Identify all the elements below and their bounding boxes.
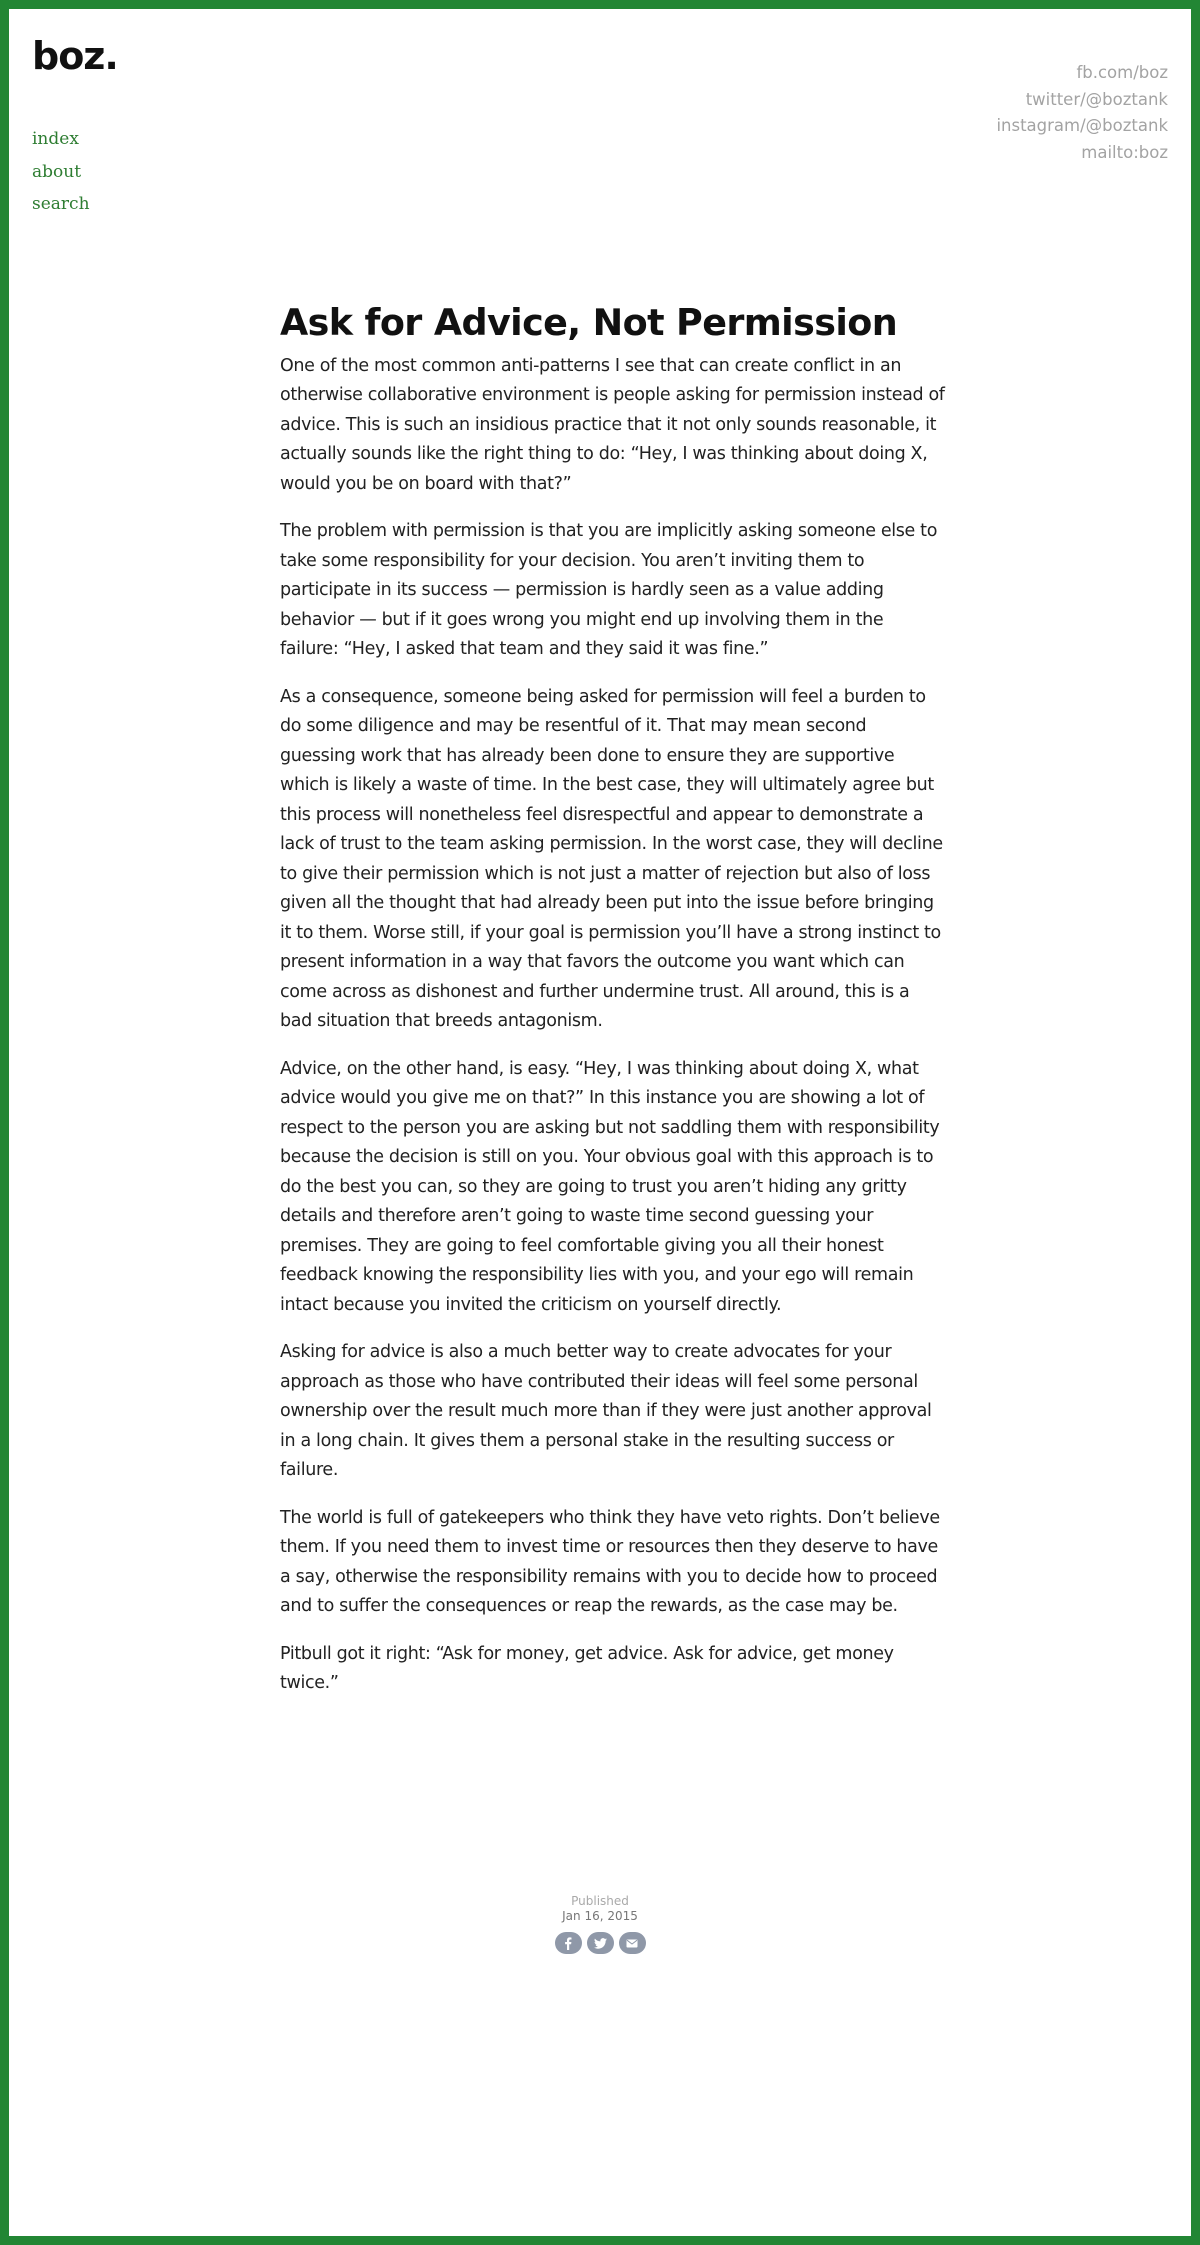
- nav-link-search[interactable]: search: [32, 194, 90, 214]
- facebook-share-button[interactable]: [555, 1932, 582, 1954]
- nav-link-index[interactable]: index: [32, 129, 79, 149]
- article-paragraph: One of the most common anti-patterns I see that can create conflict in an otherwise collaborative environment is people asking for permission instead of advice. This is such an insidious practice that it not only sounds reasonable, it actually sounds like the right thing to do: “Hey, I was thinking about doing X, would you be on board with that?”: [280, 355, 945, 494]
- published-date: Jan 16, 2015: [562, 1909, 638, 1923]
- site-logo[interactable]: boz.: [32, 34, 118, 78]
- article: [280, 301, 945, 1717]
- article-title: Ask for Advice, Not Permission: [280, 301, 898, 344]
- article-paragraph: Pitbull got it right: “Ask for money, get advice. Ask for advice, get money twice.”: [280, 1643, 894, 1694]
- twitter-icon: [594, 1938, 607, 1949]
- email-icon: [626, 1939, 638, 1948]
- social-link-mail[interactable]: mailto:boz: [1081, 142, 1168, 162]
- article-paragraph: The problem with permission is that you are implicitly asking someone else to take some responsibility for your decision. You aren’t inviting them to participate in its success — permission is hardly seen as a value adding behavior — but if it goes wrong you might end up involving them in the failure: “Hey, I asked that team and they said it was fine.”: [280, 521, 938, 660]
- article-paragraph: Asking for advice is also a much better way to create advocates for your approach as those who have contributed their ideas will feel some personal ownership over the result much more than if they were just another approval in a long chain. It gives them a personal stake in the resulting success or failure.: [280, 1342, 932, 1481]
- facebook-icon: [564, 1937, 572, 1950]
- social-link-instagram[interactable]: instagram/@boztank: [996, 116, 1168, 135]
- main-nav: [32, 123, 90, 221]
- twitter-share-button[interactable]: [587, 1932, 614, 1954]
- email-share-button[interactable]: [619, 1932, 646, 1954]
- published-label: Published: [571, 1894, 629, 1908]
- article-paragraph: As a consequence, someone being asked for permission will feel a burden to do some diligence and may be resentful of it. That may mean second guessing work that has already been done to ensure they are supportive which is likely a waste of time. In the best case, they will ultimately agree but this process will nonetheless feel disrespectful and appear to demonstrate a lack of trust to the team asking permission. In the worst case, they will decline to give their permission which is not just a matter of rejection but also of loss given all the thought that had already been put into the issue before bringing it to them. Worse still, if your goal is permission you’ll have a strong instinct to present information in a way that favors the outcome you want which can come across as dishonest and further undermine trust. All around, this is a bad situation that breeds antagonism.: [280, 686, 943, 1032]
- article-paragraph: Advice, on the other hand, is easy. “Hey, I was thinking about doing X, what advice would you give me on that?” In this instance you are showing a lot of respect to the person you are asking but not saddling them with responsibility because the decision is still on you. Your obvious goal with this approach is to do the best you can, so they are going to trust you aren’t hiding any gritty details and therefore aren’t going to waste time second guessing your premises. They are going to feel comfortable giving you all their honest feedback knowing the responsibility lies with you, and your ego will remain intact because you invited the criticism on yourself directly.: [280, 1058, 940, 1315]
- article-paragraph: The world is full of gatekeepers who think they have veto rights. Don’t believe them. If you need them to invest time or resources then they deserve to have a say, otherwise the responsibility remains with you to decide how to proceed and to suffer the consequences or reap the rewards, as the case may be.: [280, 1507, 940, 1617]
- nav-link-about[interactable]: about: [32, 161, 82, 182]
- social-link-facebook[interactable]: fb.com/boz: [1076, 63, 1168, 82]
- share-buttons: [9, 1932, 1191, 1954]
- social-link-twitter[interactable]: twitter/@boztank: [1025, 89, 1168, 109]
- article-footer: [9, 1894, 1191, 1954]
- social-links: [996, 60, 1168, 166]
